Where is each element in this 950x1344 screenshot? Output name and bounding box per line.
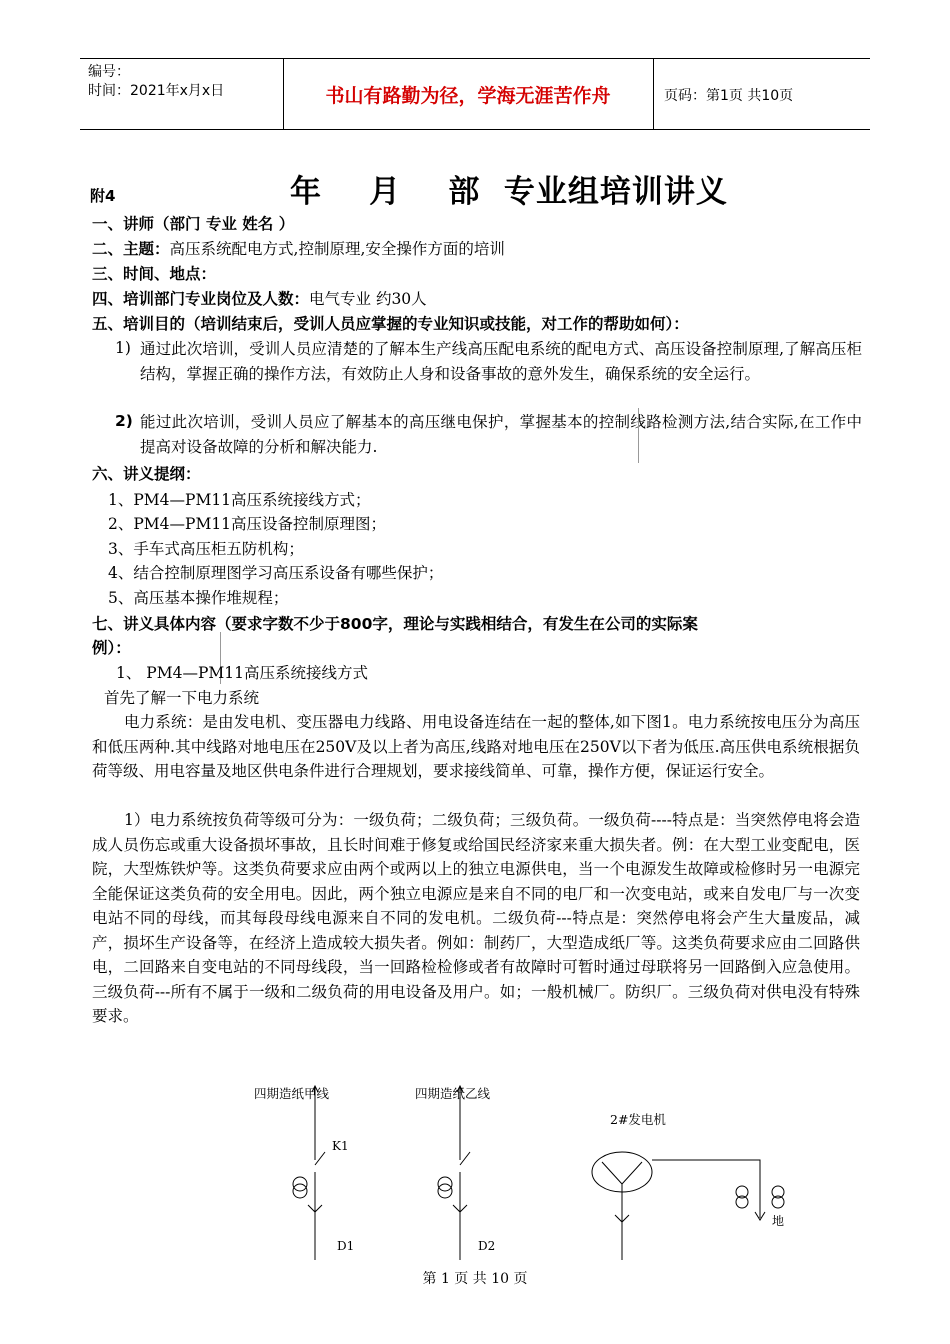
section-department-body: 电气专业 约30人 xyxy=(309,290,427,308)
section-lecturer: 一、讲师（部门 专业 姓名 ） xyxy=(92,215,295,233)
section-outline: 六、讲义提纲： xyxy=(92,465,201,483)
objective-num: 1) xyxy=(115,339,131,357)
section-content: 七、讲义具体内容（要求字数不少于800字，理论与实践相结合，有发生在公司的实际案 xyxy=(92,615,698,633)
feeder-a-switch xyxy=(315,1152,325,1165)
paragraph-load-levels: 1）电力系统按负荷等级可分为：一级负荷；二级负荷；三级负荷。一级负荷----特点是：当突然停电将会造成人员伤忘或重大设备损坏事故，且长时间难于修复或给国民经济家来重大损失者。例：在大型工业变配电，医院，大型炼铁炉等。这类负荷要求应由两个或两以上的独立电源供电，当一个电源发生故障或检修时另一电源完全能保证这类负荷的安全用电。因此，两个独立电源应是来自不同的电厂和一次变电站，或来自发电厂与一次变电站不同的母线，而其每段母线电源来自不同的发电机。二级负荷---特点是：突然停电将会产生大量废品，减产，损坏生产设备等，在经济上造成较大损失者。例如：制药厂，大型造成纸厂等。这类负荷要求应由二回路供电，二回路来自变电站的不同母线段，当一回路检检修或者有故障时可暂时通过母联将另一回路倒入应急使用。三级负荷---所有不属于一级和二级负荷的用电设备及用户。如；一般机械厂。防织厂。三级负荷对供电没有特殊要求。 xyxy=(92,811,860,1025)
annex-label: 附4 xyxy=(90,187,116,205)
section-department-head: 四、培训部门专业岗位及人数： xyxy=(92,290,310,308)
feeder-b-switch xyxy=(460,1152,470,1165)
section-topic-head: 二、主题： xyxy=(92,240,170,258)
number-label: 编号： xyxy=(88,64,130,80)
intro-line: 首先了解一下电力系统 xyxy=(104,689,260,707)
section-department xyxy=(92,287,427,309)
text-cursor-mark xyxy=(638,408,639,463)
page-footer: 第 1 页 共 10 页 xyxy=(422,1271,528,1287)
objective-num: 2) xyxy=(115,412,133,430)
objective-item: 通过此次培训，受训人员应清楚的了解本生产线高压配电系统的配电方式、高压设备控制原理,了解高压柜结构，掌握正确的操作方法，有效防止人身和设备事故的意外发生，确保系统的安全运行。 xyxy=(140,340,862,383)
generator-label: 2#发电机 xyxy=(610,1112,666,1127)
outline-item: 2、PM4—PM11高压设备控制原理图； xyxy=(108,515,387,533)
generator-ground-line xyxy=(652,1160,760,1218)
k1-label: K1 xyxy=(332,1139,349,1153)
header-divider xyxy=(653,59,654,129)
generator-winding xyxy=(602,1162,642,1184)
section-objective: 五、培训目的（培训结束后，受训人员应掌握的专业知识或技能，对工作的帮助如何）： xyxy=(92,315,689,333)
feeder-a xyxy=(293,1086,325,1260)
objective-item: 能过此次培训，受训人员应了解基本的高压继电保护，掌握基本的控制线路检测方法,结合实际,在工作中提高对设备故障的分析和解决能力. xyxy=(140,413,862,456)
outline-item: 5、高压基本操作堆规程； xyxy=(108,589,289,607)
outline-item: 3、手车式高压柜五防机构； xyxy=(108,540,304,558)
ground-label: 地 xyxy=(772,1214,785,1228)
header-motto: 书山有路勤为径，学海无涯苦作舟 xyxy=(325,85,611,107)
header-table xyxy=(80,58,870,130)
outline-item: 1、PM4—PM11高压系统接线方式； xyxy=(108,491,371,509)
page-title: 年 月 部 专业组培训讲义 xyxy=(290,174,728,210)
section-time-place: 三、时间、地点： xyxy=(92,265,217,283)
section-content-cont: 例）： xyxy=(92,639,131,657)
time-label: 时间：2021年x月x日 xyxy=(88,83,225,99)
line-a-label: 四期造纸甲线 xyxy=(254,1086,330,1101)
wiring-diagram xyxy=(250,1080,810,1270)
d2-label: D2 xyxy=(478,1239,496,1253)
feeder-b xyxy=(438,1086,470,1260)
d1-label: D1 xyxy=(337,1239,355,1253)
paragraph-power-system: 电力系统：是由发电机、变压器电力线路、用电设备连结在一起的整体,如下图1。电力系统按电压分为高压和低压两种.其中线路对地电压在250V及以上者为高压,线路对地电压在250V以下者为低压.高压供电系统根据负荷等级、用电容量及地区供电条件进行合理规划，要求接线简单、可靠，操作方便，保证运行安全。 xyxy=(92,713,860,780)
generator xyxy=(592,1152,784,1260)
subsection-title: 1、 PM4—PM11高压系统接线方式 xyxy=(116,664,368,682)
section-topic-body: 高压系统配电方式,控制原理,安全操作方面的培训 xyxy=(169,240,505,258)
section-topic xyxy=(92,237,505,259)
header-page-code: 页码：第1页 共10页 xyxy=(664,88,794,104)
outline-item: 4、结合控制原理图学习高压系设备有哪些保护； xyxy=(108,564,444,582)
line-b-label: 四期造纸乙线 xyxy=(415,1086,491,1101)
header-meta xyxy=(88,63,224,101)
